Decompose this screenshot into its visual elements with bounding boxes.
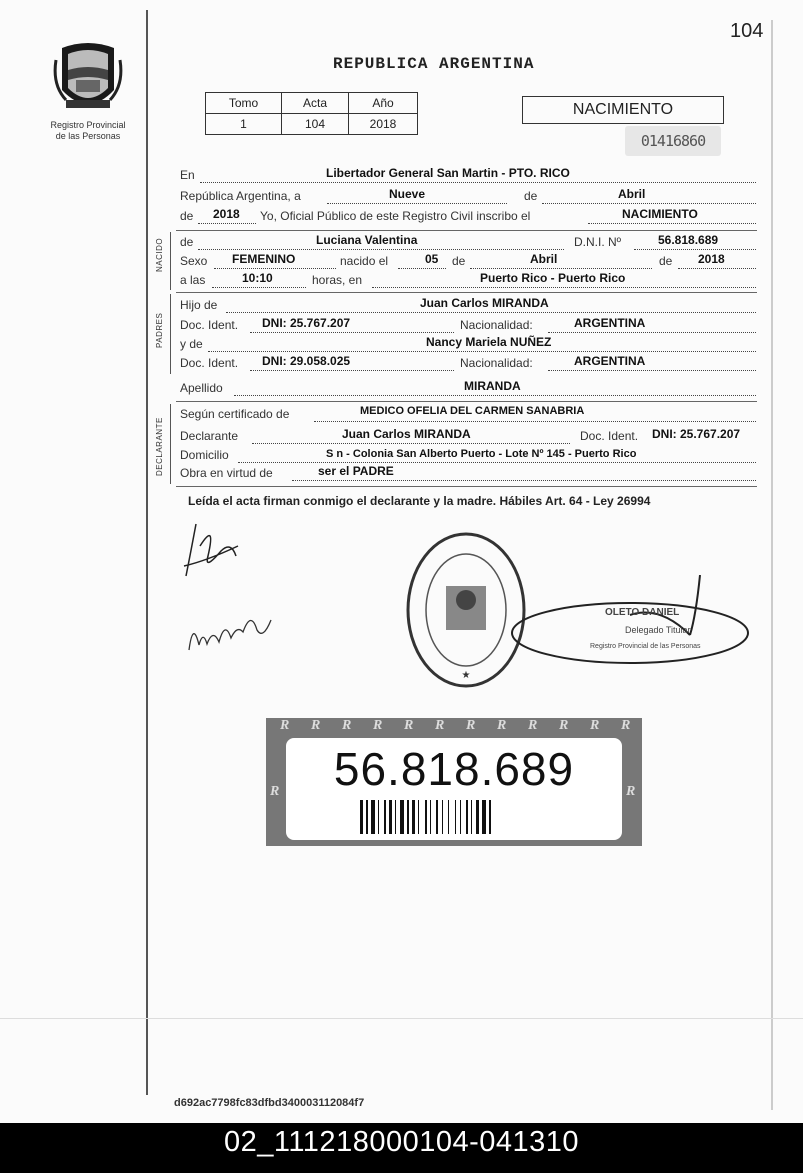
row-declarant [180,427,756,447]
dotted-line [198,222,256,224]
page-number: 104 [730,20,764,42]
label-obra-en-virtud: Obra en virtud de [180,466,273,480]
pattern-letter: R [497,718,507,733]
registry-header-tomo: Tomo [206,93,282,114]
dotted-line [398,267,446,269]
barcode-panel [286,738,622,840]
label-segun-certificado: Según certificado de [180,407,290,421]
label-doc-ident-declarant: Doc. Ident. [580,429,639,443]
label-hijo-de: Hijo de [180,298,218,312]
value-mother-nationality: ARGENTINA [574,354,646,368]
value-sex: FEMENINO [232,252,296,266]
label-a-las: a las [180,273,206,287]
page-edge [771,20,773,1110]
section-rule-nacido [170,232,171,290]
section-divider [176,292,757,293]
footer-bar [0,1123,803,1173]
row-father-doc [180,316,756,336]
dotted-line [327,202,507,204]
value-place: Libertador General San Martin - PTO. RICO [326,166,570,180]
row-certificate [180,405,756,425]
official-stamp-line1: OLETO DANIEL [605,607,680,618]
pattern-letter: R [270,784,280,799]
document-hash: d692ac7798fc83dfbd340003112084f7 [174,1097,365,1109]
act-type-box: NACIMIENTO [522,96,724,124]
value-by-virtue: ser el PADRE [318,464,394,478]
label-horas-en: horas, en [312,273,363,287]
row-act-type [180,207,756,227]
value-certificate-by: MEDICO OFELIA DEL CARMEN SANABRIA [360,405,585,417]
value-father-nationality: ARGENTINA [574,316,646,330]
dni-barcode-label [266,718,642,846]
section-label-padres: PADRES [155,312,164,348]
value-address: S n - Colonia San Alberto Puerto - Lote Nº 145 - Puerto Rico [326,448,637,460]
label-domicilio: Domicilio [180,448,229,462]
section-divider [176,486,757,487]
section-rule-padres [170,294,171,374]
section-label-declarante: DECLARANTE [155,417,164,476]
logo-caption-line2: de las Personas [55,131,121,141]
registry-value-ano: 2018 [349,114,418,135]
province-emblem-icon [52,40,124,115]
label-apellido: Apellido [180,381,223,395]
label-republica: República Argentina, a [180,189,301,203]
pattern-letter: R [435,718,445,733]
value-birth-month: Abril [530,252,558,266]
row-sex-birthdate [180,252,756,272]
margin-rule [146,10,148,1095]
value-declarant: Juan Carlos MIRANDA [342,427,471,441]
value-year: 2018 [213,207,240,221]
label-de-birthyear: de [659,254,673,268]
row-by-virtue [180,464,756,484]
dotted-line [238,461,756,463]
section-rule-declarante [170,404,171,484]
dotted-line [226,311,756,313]
section-divider [176,230,757,231]
official-stamp-line2: Delegado Titular [625,625,691,635]
registry-table [205,92,418,135]
dotted-line [250,331,454,333]
value-birth-time: 10:10 [242,271,273,285]
value-child-name: Luciana Valentina [316,233,418,247]
value-day-words: Nueve [389,187,426,201]
row-address [180,446,756,466]
value-act-type: NACIMIENTO [622,207,698,221]
pattern-letter: R [626,784,636,799]
section-divider [176,401,757,402]
dotted-line [634,248,756,250]
closing-text: Leída el acta firman conmigo el declarante y la madre. Hábiles Art. 64 - Ley 26994 [188,494,651,508]
pattern-letter: R [528,718,538,733]
dotted-line [314,420,756,422]
dotted-line [292,479,756,481]
label-nacionalidad-mother: Nacionalidad: [460,356,533,370]
dotted-line [548,331,756,333]
row-mother-doc [180,354,756,374]
label-y-de: y de [180,337,203,351]
label-sexo: Sexo [180,254,208,268]
dotted-line [678,267,756,269]
label-nacido-el: nacido el [340,254,389,268]
dotted-line [470,267,652,269]
mother-signature-icon [185,600,275,660]
dotted-line [198,248,564,250]
value-birth-place: Puerto Rico - Puerto Rico [480,271,626,285]
label-de-name: de [180,235,194,249]
dotted-line [548,369,756,371]
value-birth-year: 2018 [698,252,725,266]
dotted-line [208,350,756,352]
registry-header-acta: Acta [282,93,349,114]
label-doc-ident-mother: Doc. Ident. [180,356,239,370]
value-mother-doc: DNI: 29.058.025 [262,354,351,368]
dotted-line [252,442,570,444]
row-birth-time-place [180,271,756,291]
svg-text:★: ★ [461,670,471,681]
official-stamp-line3: Registro Provincial de las Personas [590,643,701,650]
row-surname [180,379,756,399]
barcode-icon [360,800,550,834]
dotted-line [214,267,336,269]
pattern-letter: R [590,718,600,733]
value-birth-day: 05 [425,252,439,266]
value-surname: MIRANDA [464,379,521,393]
value-month: Abril [618,187,646,201]
label-de-year: de [180,209,194,223]
value-father-doc: DNI: 25.767.207 [262,316,351,330]
registry-value-acta: 104 [282,114,349,135]
section-label-nacido: NACIDO [155,237,164,272]
pattern-letter: R [311,718,321,733]
pattern-letter: R [280,718,290,733]
serial-number: 01416860 [625,126,721,156]
logo-caption [38,120,138,142]
label-doc-ident: Doc. Ident. [180,318,239,332]
dotted-line [372,286,756,288]
pattern-letter: R [342,718,352,733]
label-en: En [180,168,195,182]
row-child-name [180,233,756,253]
label-declarante: Declarante [180,429,239,443]
pattern-letter: R [404,718,414,733]
barcode-number: 56.818.689 [333,743,575,795]
pattern-letter: R [621,718,631,733]
row-mother-name [180,335,756,355]
label-dni: D.N.I. Nº [574,235,622,249]
row-father-name [180,296,756,316]
dotted-line [250,369,454,371]
value-father-name: Juan Carlos MIRANDA [420,296,549,310]
dotted-line [588,222,756,224]
dotted-line [212,286,306,288]
declarant-signature-icon [176,516,246,586]
pattern-letter: R [373,718,383,733]
registry-value-tomo: 1 [206,114,282,135]
page-fold [0,1018,803,1019]
footer-id: 02_111218000104-041310 [223,1126,580,1158]
dotted-line [234,394,756,396]
value-child-dni: 56.818.689 [658,233,719,247]
logo-caption-line1: Registro Provincial [50,120,126,130]
official-signature-icon [510,575,760,675]
document-title: REPUBLICA ARGENTINA [333,55,535,73]
value-declarant-doc: DNI: 25.767.207 [652,427,741,441]
value-mother-name: Nancy Mariela NUÑEZ [426,335,552,349]
pattern-letter: R [466,718,476,733]
dotted-line [200,181,756,183]
pattern-letter: R [559,718,569,733]
label-de: de [524,189,538,203]
row-date [180,187,756,207]
registry-header-ano: Año [349,93,418,114]
label-yo-oficial: Yo, Oficial Público de este Registro Civil inscribo el [260,209,531,223]
row-place [180,166,756,186]
label-de-month: de [452,254,466,268]
label-nacionalidad: Nacionalidad: [460,318,533,332]
dotted-line [542,202,756,204]
